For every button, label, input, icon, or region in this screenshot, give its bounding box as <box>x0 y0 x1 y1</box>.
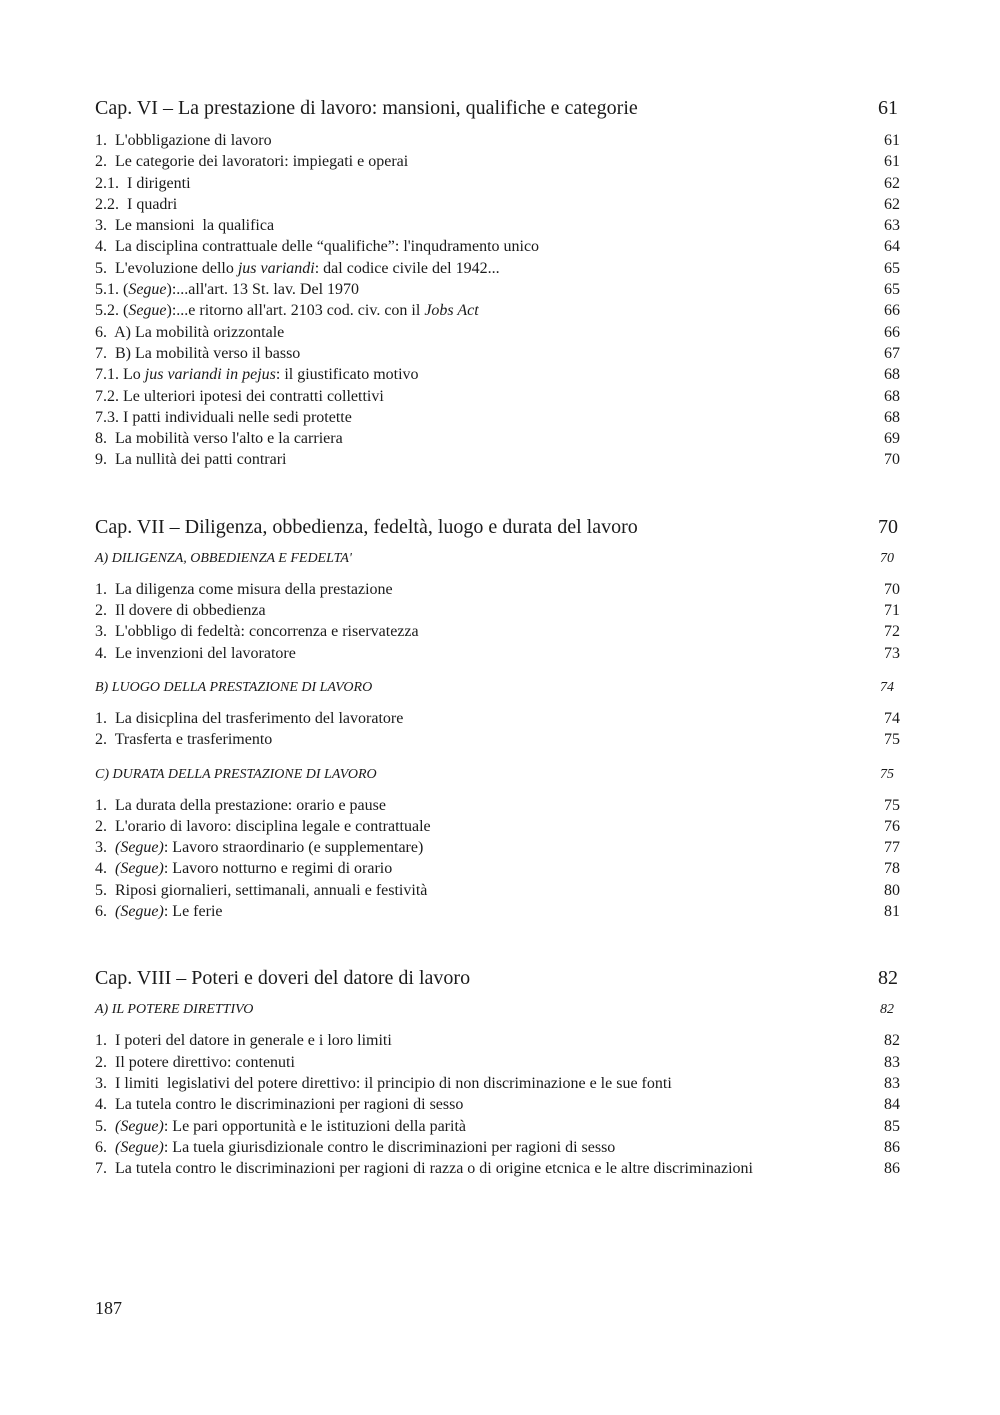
toc-entry[interactable] <box>95 880 900 901</box>
toc-entry[interactable] <box>95 795 900 816</box>
entry-title <box>95 621 419 642</box>
entry-title-text: 2. Trasferta e trasferimento <box>95 731 273 749</box>
entry-list <box>95 579 900 664</box>
section-heading <box>95 765 900 785</box>
chapter-title: Cap. VI – La prestazione di lavoro: mansioni, qualifiche e categorie <box>95 97 638 119</box>
toc-entry[interactable] <box>95 151 900 172</box>
entry-title-italic: (Segue) <box>115 860 164 878</box>
entry-page-number: 83 <box>884 1074 900 1092</box>
entry-title <box>95 1073 672 1094</box>
entry-page-number: 62 <box>884 195 900 213</box>
entry-title <box>95 151 408 172</box>
entry-title <box>95 215 274 236</box>
toc-entry[interactable] <box>95 279 900 300</box>
entry-title <box>95 901 222 922</box>
entry-page-number: 81 <box>884 903 900 921</box>
entry-title-text: 1. L'obbligazione di lavoro <box>95 132 272 149</box>
toc-entry[interactable] <box>95 449 900 470</box>
entry-page-number: 74 <box>884 709 900 727</box>
entry-page-number: 68 <box>884 366 900 384</box>
chapter-block <box>95 964 900 1179</box>
entry-page-number: 73 <box>884 644 900 662</box>
toc-entry[interactable] <box>95 1030 900 1051</box>
entry-title-text: 7.3. I patti individuali nelle sedi protette <box>95 408 352 426</box>
entry-title-italic: (Segue) <box>115 903 164 921</box>
entry-title <box>95 1030 392 1051</box>
toc-entry[interactable] <box>95 643 900 664</box>
entry-title-text: 5. Riposi giornalieri, settimanali, annuali e festività <box>95 881 428 899</box>
toc-section <box>95 1000 900 1179</box>
entry-title-text: 1. La diligenza come misura della prestazione <box>95 580 393 598</box>
entry-page-number: 65 <box>884 259 900 277</box>
toc-entry[interactable] <box>95 300 900 321</box>
table-of-contents <box>95 94 900 1179</box>
entry-title-text: : Lavoro notturno e regimi di orario <box>163 860 393 878</box>
entry-title <box>95 343 300 364</box>
entry-title <box>95 600 266 621</box>
entry-title-text: : La tuela giurisdizionale contro le discriminazioni per ragioni di sesso <box>163 1138 616 1156</box>
entry-page-number: 75 <box>884 731 900 749</box>
entry-list <box>95 795 900 923</box>
entry-title <box>95 236 539 257</box>
entry-title-italic: jus variandi in pejus <box>144 366 276 384</box>
toc-entry[interactable] <box>95 1094 900 1115</box>
toc-entry[interactable] <box>95 173 900 194</box>
entry-title-text: 6. A) La mobilità orizzontale <box>95 323 285 341</box>
toc-entry[interactable] <box>95 343 900 364</box>
section-heading <box>95 678 900 698</box>
entry-title <box>95 279 359 300</box>
entry-title <box>95 837 423 858</box>
chapter-block <box>95 513 900 923</box>
entry-title-text: 1. La disicplina del trasferimento del lavoratore <box>95 709 404 727</box>
entry-title-text: 4. Le invenzioni del lavoratore <box>95 644 296 662</box>
entry-title <box>95 258 500 279</box>
toc-section <box>95 678 900 751</box>
section-title: B) LUOGO DELLA PRESTAZIONE DI LAVORO <box>95 679 373 695</box>
section-title: A) IL POTERE DIRETTIVO <box>95 1002 254 1018</box>
entry-title <box>95 130 272 151</box>
entry-page-number: 77 <box>884 839 900 857</box>
toc-entry[interactable] <box>95 1052 900 1073</box>
entry-title-text: 8. La mobilità verso l'alto e la carriera <box>95 430 343 448</box>
chapter-block <box>95 94 900 471</box>
entry-title <box>95 729 272 750</box>
entry-title <box>95 579 393 600</box>
entry-list <box>95 708 900 751</box>
toc-entry[interactable] <box>95 858 900 879</box>
entry-page-number: 63 <box>884 217 900 235</box>
entry-title <box>95 795 386 816</box>
section-page-number: 75 <box>880 766 894 782</box>
section-title: C) DURATA DELLA PRESTAZIONE DI LAVORO <box>95 766 377 782</box>
entry-page-number: 61 <box>884 132 900 149</box>
entry-title <box>95 1094 463 1115</box>
toc-entry[interactable] <box>95 428 900 449</box>
entry-title <box>95 643 296 664</box>
chapter-title: Cap. VII – Diligenza, obbedienza, fedeltà, luogo e durata del lavoro <box>95 515 638 538</box>
entry-title-text: 3. L'obbligo di fedeltà: concorrenza e riservatezza <box>95 623 419 641</box>
entry-title-text: 4. <box>95 860 115 878</box>
entry-title-text: 2. Il potere direttivo: contenuti <box>95 1053 295 1071</box>
entry-title <box>95 300 479 321</box>
entry-page-number: 64 <box>884 238 900 256</box>
entry-title-text: 2. L'orario di lavoro: disciplina legale e contrattuale <box>95 817 431 835</box>
entry-title-text: ):...all'art. 13 St. lav. Del 1970 <box>166 281 360 299</box>
toc-entry[interactable] <box>95 621 900 642</box>
entry-title <box>95 194 177 215</box>
entry-title <box>95 322 284 343</box>
entry-title <box>95 880 427 901</box>
entry-page-number: 67 <box>884 344 900 362</box>
entry-title-italic: Jobs Act <box>424 302 479 320</box>
entry-title <box>95 386 384 407</box>
entry-title-text: 4. La tutela contro le discriminazioni per ragioni di sesso <box>95 1096 464 1114</box>
toc-entry[interactable] <box>95 407 900 428</box>
section-page-number: 74 <box>880 679 894 695</box>
entry-title-text: 4. La disciplina contrattuale delle “qualifiche”: l'inqudramento unico <box>95 238 540 256</box>
entry-title-italic: (Segue) <box>115 1117 164 1135</box>
entry-page-number: 76 <box>884 817 900 835</box>
entry-title-text: : il giustificato motivo <box>275 366 419 384</box>
chapter-page-number: 82 <box>878 967 898 990</box>
entry-title-text: 2. Le categorie dei lavoratori: impiegati e operai <box>95 153 409 171</box>
toc-section <box>95 130 900 471</box>
entry-page-number: 86 <box>884 1160 900 1178</box>
toc-entry[interactable] <box>95 600 900 621</box>
entry-title-italic: Segue <box>128 302 167 320</box>
toc-entry[interactable] <box>95 258 900 279</box>
entry-page-number: 61 <box>884 153 900 171</box>
entry-title-text: : Le ferie <box>163 903 223 921</box>
entry-title-text: 1. La durata della prestazione: orario e pause <box>95 796 386 814</box>
entry-title-italic: (Segue) <box>115 839 164 857</box>
toc-entry[interactable] <box>95 1116 900 1137</box>
chapter-heading <box>95 513 900 541</box>
entry-page-number: 62 <box>884 174 900 192</box>
entry-page-number: 84 <box>884 1096 900 1114</box>
entry-title-text: 5.2. ( <box>95 302 129 320</box>
entry-title-italic: (Segue) <box>115 1138 164 1156</box>
entry-title-text: 7. B) La mobilità verso il basso <box>95 344 301 362</box>
entry-page-number: 68 <box>884 387 900 405</box>
entry-title <box>95 708 403 729</box>
toc-entry[interactable] <box>95 579 900 600</box>
entry-title-text: 1. I poteri del datore in generale e i loro limiti <box>95 1032 392 1050</box>
toc-entry[interactable] <box>95 1158 900 1179</box>
entry-title <box>95 364 419 385</box>
entry-page-number: 75 <box>884 796 900 814</box>
entry-page-number: 69 <box>884 430 900 448</box>
toc-entry[interactable] <box>95 322 900 343</box>
entry-page-number: 86 <box>884 1138 900 1156</box>
entry-title <box>95 449 287 470</box>
entry-list <box>95 1030 900 1179</box>
entry-page-number: 83 <box>884 1053 900 1071</box>
toc-section <box>95 765 900 923</box>
entry-title-text: ):...e ritorno all'art. 2103 cod. civ. con il <box>166 302 425 320</box>
chapter-heading <box>95 964 900 992</box>
toc-entry[interactable] <box>95 364 900 385</box>
entry-title <box>95 816 431 837</box>
entry-title <box>95 407 352 428</box>
entry-title <box>95 1116 466 1137</box>
entry-title-italic: Segue <box>128 281 167 299</box>
entry-title-text: 7. La tutela contro le discriminazioni per ragioni di razza o di origine etcnica e le altre discriminazioni <box>95 1160 753 1178</box>
entry-title-text: : dal codice civile del 1942... <box>314 259 500 277</box>
entry-page-number: 68 <box>884 408 900 426</box>
section-heading <box>95 1000 900 1020</box>
entry-title-text: 6. <box>95 903 115 921</box>
toc-entry[interactable] <box>95 1073 900 1094</box>
toc-entry[interactable] <box>95 901 900 922</box>
toc-entry[interactable] <box>95 386 900 407</box>
toc-section <box>95 549 900 664</box>
entry-title-text: 3. I limiti legislativi del potere direttivo: il principio di non discriminazione e le sue fonti <box>95 1074 672 1092</box>
page-number: 187 <box>95 1298 122 1318</box>
section-page-number: 82 <box>880 1002 894 1018</box>
entry-title <box>95 428 343 449</box>
toc-entry[interactable] <box>95 215 900 236</box>
toc-entry[interactable] <box>95 1137 900 1158</box>
entry-title-text: 5.1. ( <box>95 281 129 299</box>
entry-title-italic: jus variandi <box>237 259 315 277</box>
entry-title-text: 7.1. Lo <box>95 366 145 384</box>
entry-title-text: 5. L'evoluzione dello <box>95 259 238 277</box>
entry-list <box>95 130 900 471</box>
section-title: A) DILIGENZA, OBBEDIENZA E FEDELTA' <box>95 550 352 566</box>
entry-page-number: 70 <box>884 451 900 469</box>
entry-page-number: 66 <box>884 323 900 341</box>
section-page-number: 70 <box>880 550 894 566</box>
section-heading <box>95 549 900 569</box>
entry-title <box>95 1052 295 1073</box>
entry-page-number: 70 <box>884 580 900 598</box>
entry-page-number: 82 <box>884 1032 900 1050</box>
entry-title-text: : Le pari opportunità e le istituzioni della parità <box>163 1117 466 1135</box>
chapter-heading <box>95 94 900 122</box>
entry-page-number: 71 <box>884 602 900 620</box>
entry-title-text: 3. Le mansioni la qualifica <box>95 217 275 235</box>
entry-title-text: 9. La nullità dei patti contrari <box>95 451 287 469</box>
entry-title-text: : Lavoro straordinario (e supplementare) <box>163 839 424 857</box>
chapter-title: Cap. VIII – Poteri e doveri del datore di lavoro <box>95 967 471 990</box>
toc-entry[interactable] <box>95 816 900 837</box>
entry-title-text: 6. <box>95 1138 115 1156</box>
chapter-page-number: 70 <box>878 515 898 538</box>
entry-page-number: 72 <box>884 623 900 641</box>
entry-page-number: 80 <box>884 881 900 899</box>
entry-title-text: 3. <box>95 839 115 857</box>
entry-page-number: 85 <box>884 1117 900 1135</box>
entry-title-text: 2. Il dovere di obbedienza <box>95 602 266 620</box>
entry-page-number: 65 <box>884 281 900 299</box>
chapter-page-number: 61 <box>878 97 898 119</box>
entry-title-text: 2.1. I dirigenti <box>95 174 191 192</box>
entry-page-number: 78 <box>884 860 900 878</box>
entry-title <box>95 1137 615 1158</box>
toc-entry[interactable] <box>95 130 900 151</box>
entry-title-text: 7.2. Le ulteriori ipotesi dei contratti collettivi <box>95 387 384 405</box>
toc-entry[interactable] <box>95 708 900 729</box>
entry-title <box>95 858 392 879</box>
entry-title <box>95 173 191 194</box>
toc-entry[interactable] <box>95 236 900 257</box>
entry-page-number: 66 <box>884 302 900 320</box>
toc-entry[interactable] <box>95 729 900 750</box>
entry-title-text: 2.2. I quadri <box>95 195 178 213</box>
toc-entry[interactable] <box>95 837 900 858</box>
toc-entry[interactable] <box>95 194 900 215</box>
entry-title <box>95 1158 753 1179</box>
entry-title-text: 5. <box>95 1117 115 1135</box>
